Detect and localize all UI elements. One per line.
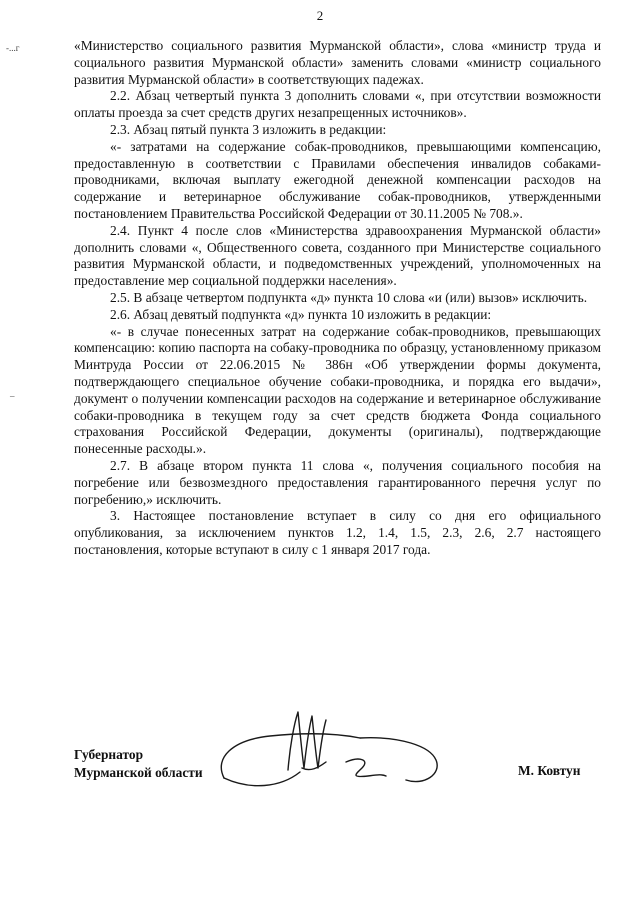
signatory-position-line1: Губернатор	[74, 747, 144, 762]
signatory-position	[74, 746, 203, 782]
signatory-name: М. Ковтун	[518, 763, 581, 778]
paragraph-2-2: 2.2. Абзац четвертый пункта 3 дополнить словами «, при отсутствии возможности оплаты проезда за счет средств других незапрещенных источников».	[74, 88, 601, 121]
paragraph-2-6-text: «- в случае понесенных затрат на содержание собак-проводников, превышающих компенсацию: копию паспорта на собаку-проводника по образцу, установленному приказом Минтруда России от 22.06.2015 № 386н «Об утверждении формы документа, подтверждающего специальное обучение собаки-проводника, и порядка его выдачи», документ о получении компенсации расходов на содержание и ветеринарное обслуживание собаки-проводника в текущем году за счет средств бюджета Фонда социального страхования Российской Федерации, документы (оригиналы), подтверждающие понесенные расходы.».	[74, 323, 601, 457]
paragraph-2-4: 2.4. Пункт 4 после слов «Министерства здравоохранения Мурманской области» дополнить словами «, Общественного совета, созданного при Министерстве социального развития Мурманской области, и подведомственных учреждений, уполномоченных на предоставление мер социальной поддержки населения».	[74, 222, 601, 289]
margin-mark-side: –	[10, 391, 15, 401]
document-body	[74, 38, 601, 559]
margin-mark-top: -...г	[6, 43, 20, 53]
page-number: 2	[316, 8, 324, 23]
paragraph-2-3-text: «- затратами на содержание собак-проводников, превышающими компенсацию, предоставленную в соответствии с Правилами обеспечения инвалидов собаками-проводниками, включая выплату ежегодной денежной компенсации расходов на содержание и ветеринарное обслуживание собак-проводников, утвержденными постановлением Правительства Российской Федерации от 30.11.2005 № 708.».	[74, 138, 601, 221]
paragraph-3: 3. Настоящее постановление вступает в силу со дня его официального опубликования, за исключением пунктов 1.2, 1.4, 1.5, 2.3, 2.6, 2.7 настоящего постановления, которые вступают в силу с 1 января 2017 года.	[74, 508, 601, 557]
paragraph-2-5: 2.5. В абзаце четвертом подпункта «д» пункта 10 слова «и (или) вызов» исключить.	[110, 289, 588, 305]
paragraph-intro: «Министерство социального развития Мурманской области», слова «министр труда и социального развития Мурманской области» заменить словами «министр социального развития Мурманской области» в соответствующих падежах.	[74, 38, 601, 87]
paragraph-2-6: 2.6. Абзац девятый подпункта «д» пункта 10 изложить в редакции:	[110, 306, 492, 322]
signatory-position-line2: Мурманской области	[74, 765, 203, 780]
paragraph-2-7: 2.7. В абзаце втором пункта 11 слова «, получения социального пособия на погребение или безвозмездного предоставления гарантированного перечня услуг по погребению,» исключить.	[74, 457, 601, 507]
paragraph-2-3: 2.3. Абзац пятый пункта 3 изложить в редакции:	[110, 121, 387, 137]
handwritten-signature	[210, 706, 450, 796]
